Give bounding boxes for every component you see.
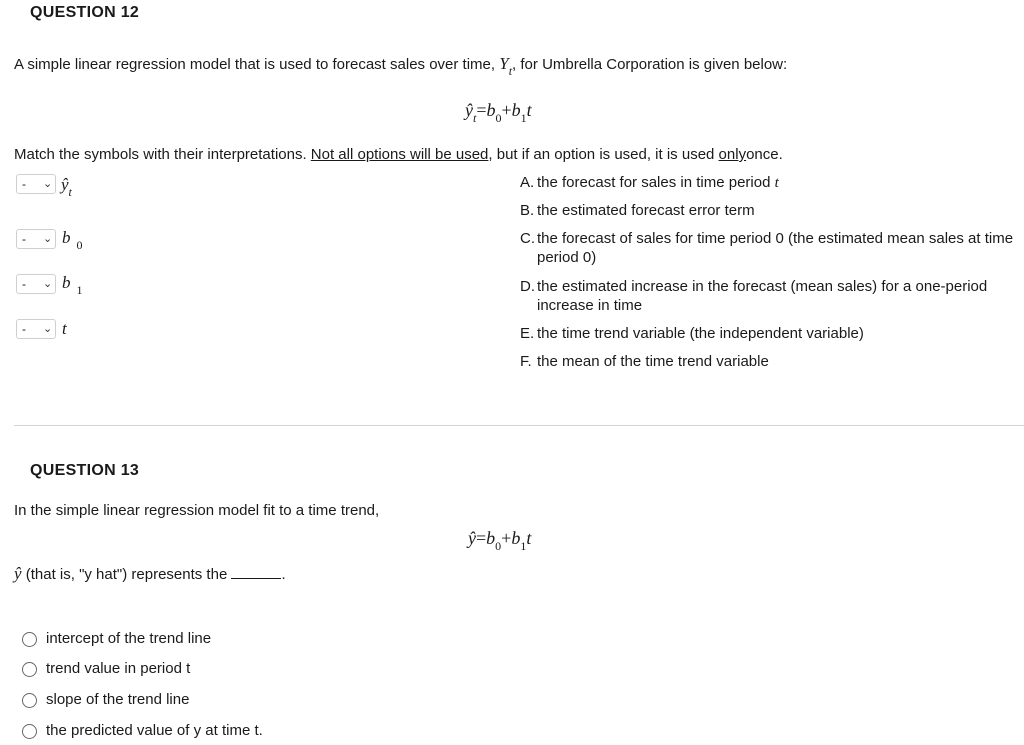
dropdown-value: - bbox=[22, 277, 26, 291]
option-text: the estimated increase in the forecast (mean sales) for a one-period increase in time bbox=[537, 278, 988, 314]
eq-lhs: ŷ bbox=[465, 100, 473, 120]
symbol-sub: 0 bbox=[76, 238, 83, 252]
symbol-yhat-t bbox=[61, 175, 72, 199]
radio-predicted-value[interactable] bbox=[22, 724, 37, 739]
intro-variable-y: Y bbox=[499, 54, 509, 73]
instructions-part5: once. bbox=[746, 146, 783, 163]
eq-plus: + bbox=[501, 528, 512, 548]
chevron-down-icon: ⌄ bbox=[43, 278, 53, 290]
intro-text-a: A simple linear regression model that is used to forecast sales over time, bbox=[14, 56, 496, 73]
option-b bbox=[520, 201, 1020, 220]
eq-b1: b bbox=[511, 100, 521, 120]
option-tail: t bbox=[774, 175, 779, 191]
intro-variable-sub: t bbox=[508, 64, 513, 78]
dropdown-value: - bbox=[22, 177, 26, 191]
eq-t: t bbox=[526, 528, 532, 548]
question-13-title: QUESTION 13 bbox=[30, 462, 140, 479]
eq-lhs: ŷ bbox=[468, 528, 476, 548]
eq-b0: b bbox=[486, 528, 496, 548]
eq-b1: b bbox=[511, 528, 521, 548]
question-13-prompt: In the simple linear regression model fit to a time trend, bbox=[14, 502, 380, 519]
eq-lhs-sub: t bbox=[473, 111, 477, 125]
eq-b0-sub: 0 bbox=[495, 111, 502, 125]
option-e bbox=[520, 324, 1020, 343]
eq-b0-sub: 0 bbox=[495, 539, 502, 553]
option-text: the time trend variable (the independent variable) bbox=[537, 325, 864, 342]
symbol-main: b bbox=[62, 228, 71, 247]
instructions-part1: Match the symbols with their interpretations. bbox=[14, 146, 307, 163]
answer-blank bbox=[231, 564, 281, 579]
radio-intercept[interactable] bbox=[22, 632, 37, 647]
eq-equals: = bbox=[476, 100, 487, 120]
stem-yhat: ŷ bbox=[14, 564, 22, 583]
eq-b0: b bbox=[486, 100, 496, 120]
question-13-equation bbox=[468, 528, 532, 553]
intro-text-b: for Umbrella Corporation is given below: bbox=[520, 56, 788, 73]
instructions-part3: , but if an option is used, it is used bbox=[488, 146, 715, 163]
eq-b1-sub: 1 bbox=[520, 539, 527, 553]
match-dropdown-t[interactable] bbox=[16, 319, 56, 339]
dropdown-value: - bbox=[22, 232, 26, 246]
option-text: the forecast of sales for time period 0 (the estimated mean sales at time period 0) bbox=[537, 230, 1014, 266]
option-letter: B. bbox=[520, 202, 535, 219]
eq-t: t bbox=[526, 100, 532, 120]
chevron-down-icon: ⌄ bbox=[43, 323, 53, 335]
choice-label-trend-value[interactable]: trend value in period t bbox=[46, 660, 191, 677]
option-letter: F. bbox=[520, 353, 532, 370]
eq-b1-sub: 1 bbox=[520, 111, 527, 125]
match-dropdown-yhat[interactable] bbox=[16, 174, 56, 194]
option-a bbox=[520, 173, 1020, 193]
symbol-b0 bbox=[62, 228, 83, 252]
match-dropdown-b0[interactable] bbox=[16, 229, 56, 249]
option-text: the mean of the time trend variable bbox=[537, 353, 769, 370]
question-12-instructions bbox=[14, 146, 783, 163]
option-text: the forecast for sales in time period bbox=[537, 174, 771, 191]
choice-label-intercept[interactable]: intercept of the trend line bbox=[46, 630, 212, 647]
question-12-title: QUESTION 12 bbox=[30, 4, 140, 21]
eq-equals: = bbox=[476, 528, 487, 548]
option-f bbox=[520, 352, 1020, 371]
stem-text: (that is, "y hat") represents the bbox=[25, 566, 228, 583]
choice-label-slope[interactable]: slope of the trend line bbox=[46, 691, 190, 708]
chevron-down-icon: ⌄ bbox=[43, 178, 53, 190]
radio-trend-value[interactable] bbox=[22, 662, 37, 677]
symbol-t bbox=[62, 319, 67, 339]
instructions-only: only bbox=[718, 146, 747, 163]
option-text: the estimated forecast error term bbox=[537, 202, 755, 219]
option-letter: D. bbox=[520, 278, 535, 295]
question-12-equation bbox=[465, 100, 532, 125]
symbol-sub: t bbox=[68, 185, 72, 199]
radio-slope[interactable] bbox=[22, 693, 37, 708]
choice-label-predicted-value[interactable]: the predicted value of y at time t. bbox=[46, 722, 263, 739]
instructions-not-all-used: Not all options will be used bbox=[310, 146, 489, 163]
stem-end: . bbox=[281, 566, 286, 583]
question-12-intro bbox=[14, 54, 788, 78]
option-letter: C. bbox=[520, 230, 535, 247]
option-letter: E. bbox=[520, 325, 535, 342]
question-divider bbox=[14, 425, 1024, 426]
symbol-main: b bbox=[62, 273, 71, 292]
symbol-main: ŷ bbox=[61, 175, 69, 194]
option-letter: A. bbox=[520, 174, 535, 191]
eq-plus: + bbox=[501, 100, 512, 120]
symbol-sub: 1 bbox=[76, 283, 83, 297]
symbol-main: t bbox=[62, 319, 67, 338]
dropdown-value: - bbox=[22, 322, 26, 336]
symbol-b1 bbox=[62, 273, 83, 297]
question-13-stem bbox=[14, 564, 286, 584]
option-d bbox=[520, 277, 1020, 315]
chevron-down-icon: ⌄ bbox=[43, 233, 53, 245]
match-dropdown-b1[interactable] bbox=[16, 274, 56, 294]
option-c bbox=[520, 229, 1020, 267]
intro-comma: , bbox=[512, 56, 517, 73]
